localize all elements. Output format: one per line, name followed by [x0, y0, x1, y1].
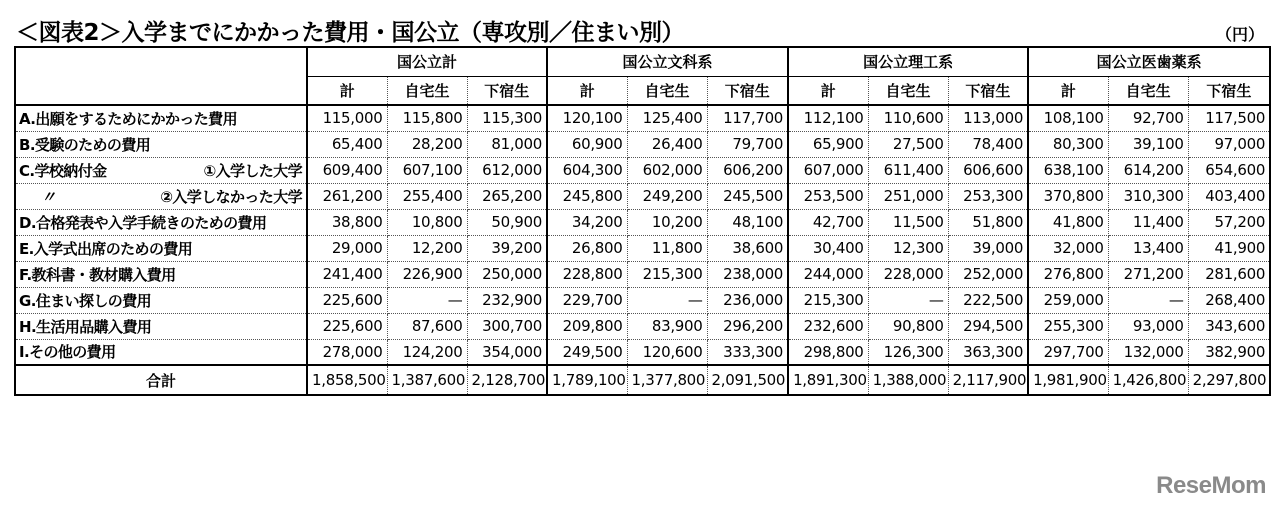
group-header: 国公立医歯薬系 — [1028, 47, 1270, 76]
row-label — [15, 313, 307, 339]
total-cell: 2,117,900 — [948, 365, 1028, 395]
table-cell: 132,000 — [1108, 339, 1188, 365]
table-cell: 609,400 — [307, 157, 387, 183]
table-cell: 112,100 — [788, 105, 868, 131]
row-label-main: 〃 — [41, 187, 56, 206]
sub-header: 下宿生 — [467, 76, 547, 105]
table-row — [15, 339, 1270, 365]
table-cell: 50,900 — [467, 209, 547, 235]
total-cell: 2,091,500 — [707, 365, 788, 395]
table-cell: 34,200 — [547, 209, 627, 235]
row-label-main: H.生活用品購入費用 — [19, 317, 152, 336]
table-cell: 38,600 — [707, 235, 788, 261]
table-cell: 606,600 — [948, 157, 1028, 183]
sub-header: 下宿生 — [1188, 76, 1270, 105]
sub-header: 計 — [547, 76, 627, 105]
table-cell: 225,600 — [307, 287, 387, 313]
table-row — [15, 261, 1270, 287]
table-cell: 51,800 — [948, 209, 1028, 235]
total-cell: 1,981,900 — [1028, 365, 1108, 395]
total-cell: 1,891,300 — [788, 365, 868, 395]
row-label-main: B.受験のための費用 — [19, 135, 151, 154]
table-cell: 80,300 — [1028, 131, 1108, 157]
table-cell: 250,000 — [467, 261, 547, 287]
table-row — [15, 287, 1270, 313]
table-cell: 120,600 — [627, 339, 707, 365]
total-cell: 1,789,100 — [547, 365, 627, 395]
table-cell: 97,000 — [1188, 131, 1270, 157]
group-header-row — [15, 47, 1270, 76]
table-cell: 245,800 — [547, 183, 627, 209]
table-cell: 614,200 — [1108, 157, 1188, 183]
sub-header: 計 — [307, 76, 387, 105]
table-cell: 26,800 — [547, 235, 627, 261]
table-cell: 11,400 — [1108, 209, 1188, 235]
row-label-main: G.住まい探しの費用 — [19, 291, 152, 310]
table-cell: 28,200 — [387, 131, 467, 157]
table-cell: 12,300 — [868, 235, 948, 261]
table-title: ＜図表2＞入学までにかかった費用・国公立（専攻別／住まい別） — [16, 20, 685, 46]
table-cell: 297,700 — [1028, 339, 1108, 365]
table-cell: 241,400 — [307, 261, 387, 287]
table-cell: 403,400 — [1188, 183, 1270, 209]
resemom-logo: ReseMom — [1156, 472, 1266, 499]
table-cell: 253,500 — [788, 183, 868, 209]
table-cell: 41,800 — [1028, 209, 1108, 235]
table-cell: 83,900 — [627, 313, 707, 339]
table-cell: 226,900 — [387, 261, 467, 287]
table-cell: 79,700 — [707, 131, 788, 157]
table-cell: 81,000 — [467, 131, 547, 157]
group-header: 国公立文科系 — [547, 47, 788, 76]
table-cell: 42,700 — [788, 209, 868, 235]
table-cell: 255,300 — [1028, 313, 1108, 339]
row-label — [15, 235, 307, 261]
table-cell: 108,100 — [1028, 105, 1108, 131]
table-cell: 90,800 — [868, 313, 948, 339]
table-cell: 249,200 — [627, 183, 707, 209]
table-cell: 261,200 — [307, 183, 387, 209]
table-cell: 39,200 — [467, 235, 547, 261]
total-cell: 2,128,700 — [467, 365, 547, 395]
cost-table — [14, 46, 1271, 396]
table-cell: 638,100 — [1028, 157, 1108, 183]
table-cell: 232,900 — [467, 287, 547, 313]
sub-header: 下宿生 — [707, 76, 788, 105]
group-header: 国公立計 — [307, 47, 547, 76]
table-cell: 333,300 — [707, 339, 788, 365]
table-cell: 310,300 — [1108, 183, 1188, 209]
total-label: 合計 — [15, 365, 307, 395]
sub-header: 自宅生 — [387, 76, 467, 105]
table-cell: — — [627, 287, 707, 313]
total-cell: 1,377,800 — [627, 365, 707, 395]
table-cell: 92,700 — [1108, 105, 1188, 131]
row-label — [15, 209, 307, 235]
row-label-main: D.合格発表や入学手続きのための費用 — [19, 213, 267, 232]
table-cell: 117,700 — [707, 105, 788, 131]
table-cell: 612,000 — [467, 157, 547, 183]
table-row — [15, 105, 1270, 131]
table-cell: 278,000 — [307, 339, 387, 365]
row-label-main: F.教科書・教材購入費用 — [19, 265, 176, 284]
table-cell: 115,000 — [307, 105, 387, 131]
row-label-main: I.その他の費用 — [19, 343, 116, 362]
table-cell: 87,600 — [387, 313, 467, 339]
table-cell: 607,100 — [387, 157, 467, 183]
total-cell: 2,297,800 — [1188, 365, 1270, 395]
sub-header: 自宅生 — [1108, 76, 1188, 105]
table-cell: 228,800 — [547, 261, 627, 287]
table-cell: 38,800 — [307, 209, 387, 235]
table-cell: 225,600 — [307, 313, 387, 339]
row-label — [15, 105, 307, 131]
sub-header: 下宿生 — [948, 76, 1028, 105]
table-cell: 298,800 — [788, 339, 868, 365]
table-row — [15, 157, 1270, 183]
table-cell: 253,300 — [948, 183, 1028, 209]
table-cell: 27,500 — [868, 131, 948, 157]
table-cell: 117,500 — [1188, 105, 1270, 131]
row-label — [15, 339, 307, 365]
table-cell: 10,200 — [627, 209, 707, 235]
table-row — [15, 183, 1270, 209]
table-cell: 39,000 — [948, 235, 1028, 261]
table-cell: 222,500 — [948, 287, 1028, 313]
table-body — [15, 105, 1270, 365]
table-cell: 607,000 — [788, 157, 868, 183]
table-cell: 281,600 — [1188, 261, 1270, 287]
table-cell: 48,100 — [707, 209, 788, 235]
table-cell: 13,400 — [1108, 235, 1188, 261]
sub-header: 計 — [1028, 76, 1108, 105]
table-cell: 343,600 — [1188, 313, 1270, 339]
total-cell: 1,426,800 — [1108, 365, 1188, 395]
table-cell: 296,200 — [707, 313, 788, 339]
table-cell: 12,200 — [387, 235, 467, 261]
table-cell: — — [1108, 287, 1188, 313]
table-cell: 363,300 — [948, 339, 1028, 365]
table-cell: 245,500 — [707, 183, 788, 209]
table-cell: 39,100 — [1108, 131, 1188, 157]
table-cell: 29,000 — [307, 235, 387, 261]
table-cell: 271,200 — [1108, 261, 1188, 287]
table-cell: 232,600 — [788, 313, 868, 339]
table-cell: — — [387, 287, 467, 313]
sub-header: 自宅生 — [868, 76, 948, 105]
header-corner — [15, 47, 307, 105]
table-cell: 124,200 — [387, 339, 467, 365]
total-row — [15, 365, 1270, 395]
table-cell: 125,400 — [627, 105, 707, 131]
row-label-sub: ①入学した大学 — [203, 161, 302, 180]
table-cell: 252,000 — [948, 261, 1028, 287]
table-cell: 294,500 — [948, 313, 1028, 339]
total-cell: 1,387,600 — [387, 365, 467, 395]
total-cell: 1,388,000 — [868, 365, 948, 395]
row-label — [15, 287, 307, 313]
table-cell: 300,700 — [467, 313, 547, 339]
table-cell: 228,000 — [868, 261, 948, 287]
table-cell: 57,200 — [1188, 209, 1270, 235]
table-cell: 115,800 — [387, 105, 467, 131]
table-cell: 602,000 — [627, 157, 707, 183]
table-cell: 93,000 — [1108, 313, 1188, 339]
row-label-main: E.入学式出席のための費用 — [19, 239, 193, 258]
table-cell: 65,400 — [307, 131, 387, 157]
group-header: 国公立理工系 — [788, 47, 1028, 76]
table-cell: 236,000 — [707, 287, 788, 313]
row-label-main: A.出願をするためにかかった費用 — [19, 109, 237, 128]
unit-label: （円） — [1215, 25, 1264, 44]
row-label — [15, 131, 307, 157]
table-cell: 611,400 — [868, 157, 948, 183]
table-cell: 370,800 — [1028, 183, 1108, 209]
table-row — [15, 235, 1270, 261]
row-label — [15, 183, 307, 209]
row-label-main: C.学校納付金 — [19, 161, 107, 180]
table-cell: 10,800 — [387, 209, 467, 235]
table-cell: 126,300 — [868, 339, 948, 365]
table-cell: 354,000 — [467, 339, 547, 365]
table-row — [15, 313, 1270, 339]
table-cell: 65,900 — [788, 131, 868, 157]
table-cell: 115,300 — [467, 105, 547, 131]
table-cell: 11,800 — [627, 235, 707, 261]
table-cell: 238,000 — [707, 261, 788, 287]
table-row — [15, 131, 1270, 157]
table-cell: 26,400 — [627, 131, 707, 157]
row-label — [15, 261, 307, 287]
table-cell: 382,900 — [1188, 339, 1270, 365]
table-cell: 78,400 — [948, 131, 1028, 157]
sub-header: 計 — [788, 76, 868, 105]
table-cell: 259,000 — [1028, 287, 1108, 313]
table-cell: — — [868, 287, 948, 313]
table-cell: 268,400 — [1188, 287, 1270, 313]
table-cell: 265,200 — [467, 183, 547, 209]
table-cell: 244,000 — [788, 261, 868, 287]
table-cell: 60,900 — [547, 131, 627, 157]
table-cell: 604,300 — [547, 157, 627, 183]
row-label — [15, 157, 307, 183]
table-cell: 110,600 — [868, 105, 948, 131]
table-cell: 229,700 — [547, 287, 627, 313]
sub-header: 自宅生 — [627, 76, 707, 105]
table-row — [15, 209, 1270, 235]
table-cell: 11,500 — [868, 209, 948, 235]
table-cell: 249,500 — [547, 339, 627, 365]
table-cell: 215,300 — [788, 287, 868, 313]
table-cell: 209,800 — [547, 313, 627, 339]
row-label-sub: ②入学しなかった大学 — [160, 187, 302, 206]
table-cell: 120,100 — [547, 105, 627, 131]
table-cell: 255,400 — [387, 183, 467, 209]
table-cell: 654,600 — [1188, 157, 1270, 183]
table-cell: 606,200 — [707, 157, 788, 183]
total-cell: 1,858,500 — [307, 365, 387, 395]
table-cell: 30,400 — [788, 235, 868, 261]
table-cell: 276,800 — [1028, 261, 1108, 287]
table-cell: 41,900 — [1188, 235, 1270, 261]
table-cell: 251,000 — [868, 183, 948, 209]
table-cell: 215,300 — [627, 261, 707, 287]
table-cell: 113,000 — [948, 105, 1028, 131]
table-cell: 32,000 — [1028, 235, 1108, 261]
